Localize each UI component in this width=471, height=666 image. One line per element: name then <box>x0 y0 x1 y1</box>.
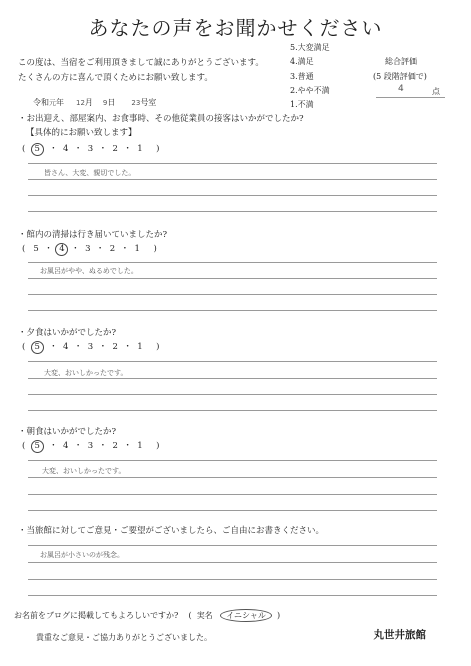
answer-line <box>28 545 437 546</box>
answer-line <box>28 211 437 212</box>
answer-line <box>28 195 437 196</box>
stay-month: 12 <box>76 99 85 107</box>
choice-4[interactable]: 4 <box>63 441 69 451</box>
stay-date <box>33 97 156 108</box>
choice-1[interactable]: 1 <box>134 244 140 254</box>
question-1: ・お出迎え、部屋案内、お食事時、その他従業員の接客はいかがでしたか? <box>18 114 304 124</box>
answer-line <box>28 378 437 379</box>
stay-room: 23 <box>131 99 141 107</box>
answer-line <box>28 163 437 164</box>
choice-3[interactable]: 3 <box>87 144 94 154</box>
choice-3[interactable]: 3 <box>85 244 91 254</box>
answer-line <box>28 278 437 279</box>
choice-2[interactable]: 2 <box>112 441 118 451</box>
question-3: ・夕食はいかがでしたか? <box>18 328 117 338</box>
answer-2: お風呂がやや、ぬるめでした。 <box>40 267 138 275</box>
choice-3[interactable]: 3 <box>87 441 94 451</box>
free-comment-answer: お風呂が小さいのが残念。 <box>40 551 124 559</box>
answer-line <box>28 494 437 495</box>
choice-5[interactable]: 5 <box>33 244 39 254</box>
question-3-choices: ( 5 ・ 4 ・ 3 ・ 2 ・ 1 ) <box>22 342 160 352</box>
choice-2[interactable]: 2 <box>112 144 118 154</box>
question-1-note: 【具体的にお願い致します】 <box>26 128 137 138</box>
stay-room-unit: 号室 <box>140 98 157 107</box>
blog-initials-option-selected[interactable]: イニシャル <box>220 609 272 622</box>
blog-close-paren: ) <box>276 611 281 620</box>
answer-line <box>28 562 437 563</box>
answer-line <box>28 510 437 511</box>
stay-year-unit: 年 <box>56 98 64 107</box>
answer-line <box>28 310 437 311</box>
answer-line <box>28 595 437 596</box>
scale-item-3: 3.普通 <box>290 72 314 81</box>
overall-unit: 点 <box>432 87 440 96</box>
stay-era: 令和 <box>33 98 49 107</box>
blog-open-paren: ( <box>188 611 192 620</box>
question-4: ・朝食はいかがでしたか? <box>18 427 117 437</box>
answer-3: 大変、おいしかったです。 <box>44 369 128 377</box>
inn-name: 丸世井旅館 <box>373 629 426 641</box>
answer-1: 皆さん、大変、親切でした。 <box>44 169 136 177</box>
answer-line <box>28 477 437 478</box>
blog-real-name-option[interactable]: 実名 <box>196 611 213 620</box>
intro-line-1: この度は、当宿をご利用頂きまして誠にありがとうございます。 <box>18 58 264 68</box>
stay-day-unit: 日 <box>107 98 116 107</box>
blog-question: お名前をブログに掲載してもよろしいですか? <box>14 611 179 620</box>
answer-line <box>28 410 437 411</box>
answer-line <box>28 460 437 461</box>
stay-year: 元 <box>49 99 56 107</box>
choice-1[interactable]: 1 <box>137 441 143 451</box>
question-2-choices: ( 5 ・ 4 ・ 3 ・ 2 ・ 1 ) <box>22 244 157 254</box>
choice-4-selected[interactable]: 4 <box>55 243 68 256</box>
overall-sublabel: (5 段階評価で) <box>373 72 427 81</box>
choice-4[interactable]: 4 <box>63 342 69 352</box>
answer-4: 大変、おいしかったです。 <box>42 467 126 475</box>
choice-2[interactable]: 2 <box>112 342 118 352</box>
page-title: あなたの声をお聞かせください <box>88 16 383 40</box>
choice-5-selected[interactable]: 5 <box>31 440 44 453</box>
answer-line <box>28 294 437 295</box>
choice-3[interactable]: 3 <box>87 342 94 352</box>
choice-4[interactable]: 4 <box>63 144 69 154</box>
answer-line <box>28 262 437 263</box>
scale-item-1: 1.不満 <box>290 100 314 109</box>
scale-item-5: 5.大変満足 <box>290 43 330 52</box>
overall-label: 総合評価 <box>385 57 417 66</box>
overall-score: 4 <box>398 84 404 94</box>
scale-item-2: 2.やや不満 <box>290 86 330 95</box>
choice-5-selected[interactable]: 5 <box>31 143 44 156</box>
blog-consent <box>14 610 280 621</box>
intro-line-2: たくさんの方に喜んで頂くためにお願い致します。 <box>18 73 213 83</box>
choice-1[interactable]: 1 <box>137 342 143 352</box>
question-2: ・館内の清掃は行き届いていましたか? <box>18 230 168 240</box>
answer-line <box>28 361 437 362</box>
choice-1[interactable]: 1 <box>137 144 143 154</box>
choice-5-selected[interactable]: 5 <box>31 341 44 354</box>
scale-item-4: 4.満足 <box>290 57 314 66</box>
question-4-choices: ( 5 ・ 4 ・ 3 ・ 2 ・ 1 ) <box>22 441 160 451</box>
answer-line <box>28 179 437 180</box>
stay-month-unit: 月 <box>84 98 93 107</box>
answer-line <box>28 394 437 395</box>
free-comment-question: ・当旅館に対してご意見・ご要望がございましたら、ご自由にお書きください。 <box>18 526 325 536</box>
choice-2[interactable]: 2 <box>109 244 116 254</box>
overall-underline <box>376 97 445 98</box>
stay-day: 9 <box>102 99 108 107</box>
thanks-message: 貴重なご意見・ご協力ありがとうございました。 <box>36 633 212 642</box>
question-1-choices: ( 5 ・ 4 ・ 3 ・ 2 ・ 1 ) <box>22 144 160 154</box>
answer-line <box>28 579 437 580</box>
